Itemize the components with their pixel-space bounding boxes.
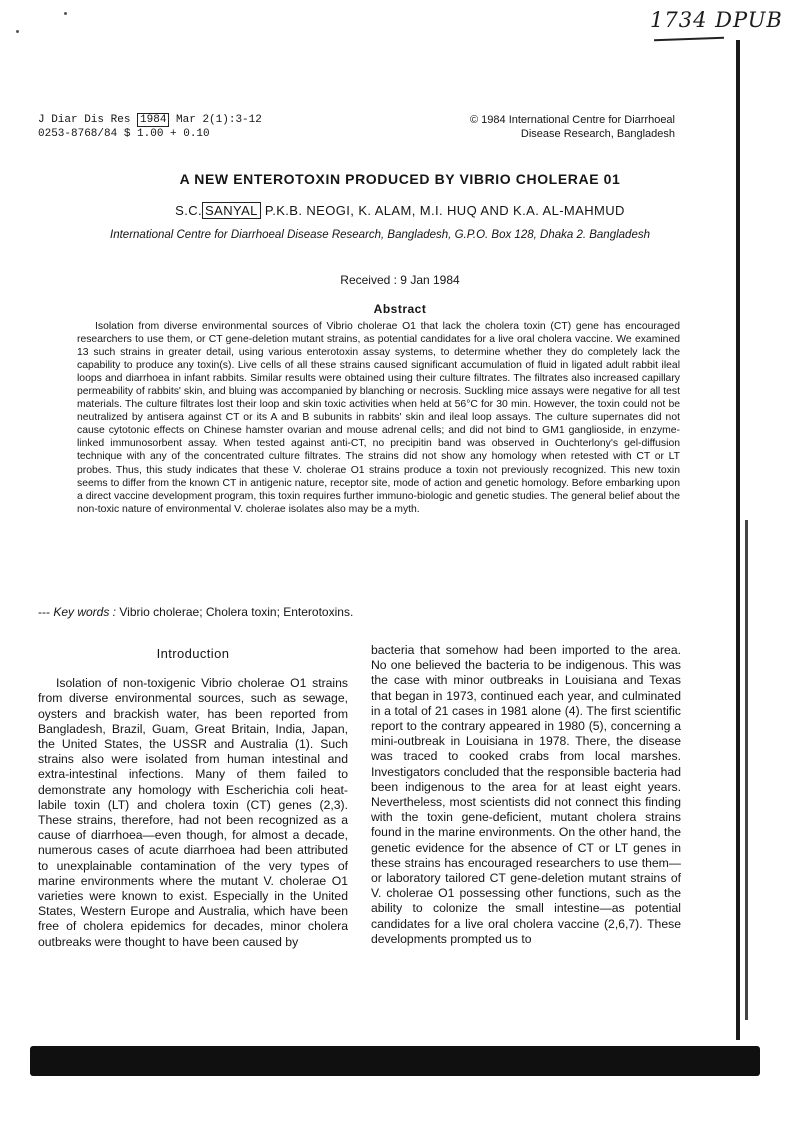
author-initials: S.C. — [175, 203, 203, 218]
scan-edge-bar — [736, 40, 740, 1040]
citation-journal: J Diar Dis Res — [38, 114, 131, 126]
scan-speck — [16, 30, 19, 33]
received-date: Received : 9 Jan 1984 — [340, 273, 460, 287]
body-column-left — [38, 643, 348, 950]
section-heading-introduction: Introduction — [156, 646, 230, 661]
scan-edge-bar — [745, 520, 748, 1020]
scan-speck — [64, 12, 67, 15]
author-list — [0, 203, 800, 218]
body-column-right — [371, 643, 681, 947]
author-surname-boxed: SANYAL — [202, 202, 261, 219]
keywords-label: Key words : — [53, 605, 117, 619]
copyright-notice — [423, 113, 675, 141]
citation-volume: Mar 2(1):3-12 — [176, 114, 262, 126]
coauthors: P.K.B. NEOGI, K. ALAM, M.I. HUQ AND K.A. AL-MAHMUD — [264, 203, 625, 218]
introduction-paragraph: Isolation of non-toxigenic Vibrio cholerae O1 strains from diverse environmental sources, such as sewage, oysters and brackish water, has been reported from Bangladesh, Brazil, Guam, Great Britain, India, Japan, the United States, the USSR and Australia (1). Such strains also were isolated from human intestinal and extra-intestinal infections. Many of them failed to demonstrate any homology with Escherichia coli heat-labile toxin (LT) and cholera toxin (CT) genes (2,3). These strains, therefore, had not been recognized as a cause of diarrhoea—even though, for almost a decade, numerous cases of acute diarrhoea had been attributed to unexplainable contamination of the very types of marine environments where the mutant V. cholerae O1 varieties were known to exist. Especially in the United States, Western Europe and Australia, which have been free of cholera epidemics for decades, minor cholera outbreaks were thought to have been caused by — [38, 676, 348, 949]
copyright-line2: Disease Research, Bangladesh — [520, 128, 675, 140]
abstract-heading: Abstract — [373, 302, 427, 316]
citation-price-code: 0253-8768/84 $ 1.00 + 0.10 — [38, 128, 210, 140]
keywords-values: Vibrio cholerae; Cholera toxin; Enterotoxins. — [119, 605, 354, 619]
citation-year-boxed: 1984 — [137, 113, 169, 127]
paper-title: A NEW ENTEROTOXIN PRODUCED BY VIBRIO CHOLERAE 01 — [179, 171, 621, 187]
scan-bottom-bar — [30, 1046, 760, 1076]
abstract-text: Isolation from diverse environmental sources of Vibrio cholerae O1 that lack the cholera toxin (CT) gene has encouraged researchers to use them, or CT gene-deletion mutant strains, as potential candidates for a live oral cholera vaccine. We examined 13 such strains in greater detail, using various enterotoxin assay systems, to determine whether they do completely lack the capability to produce any toxin(s). Live cells of all these strains caused significant accumulation of fluid in ligated adult rabbit ileal loops and diarrhoea in infant rabbits. Similar results were obtained using their culture filtrates. The filtrates also increased capillary permeability of rabbits' skin, and bluing was accompanied by blanching or necrosis. Suckling mice assays were negative for all test materials. The culture filtrates lost their loop and skin toxic activities when held at 56°C for 30 min. However, the toxin could not be neutralized by antisera against CT or its A and B subunits in rabbits' skin and ileal loop assays. The culture supernates did not cause cytotonic effects on Chinese hamster ovarian and mouse adrenal cells; and did not bind to GM1 ganglioside, in enzyme-linked immunosorbent assay. When tested against anti-CT, no precipitin band was observed in Ouchterlony's gel-diffusion technique with any of the concentrated culture filtrates. The strains did not show any homology when retested with CT or LT probes. Thus, this study indicates that these V. cholerae O1 strains produce a toxin not previously recognized. This new toxin seems to differ from the known CT in antigenic nature, receptor site, mode of action and genetic homology. Before embarking upon a direct vaccine development program, this toxin requires further immuno-biologic and genetic studies. The general belief about the non-toxic nature of environmental V. cholerae isolates also may be a myth. — [77, 321, 680, 515]
copyright-line1: © 1984 International Centre for Diarrhoeal — [470, 114, 675, 126]
introduction-paragraph-continued: bacteria that somehow had been imported to the area. No one believed the bacteria to be indigenous. This was the case with minor outbreaks in Louisiana and Texas that began in 1973, continued each year, and culminated in a total of 21 cases in 1981 alone (4). The first scientific report to the contrary appeared in 1980 (5), concerning a mini-outbreak in Louisiana in 1978. There, the disease was traced to cooked crabs from local marshes. Investigators concluded that the responsible bacteria had been indigenous to the area for at least eight years. Nevertheless, most scientists did not connect this finding with the toxin gene-deficient, mutant cholera strains found in the marine environments. On the other hand, the genetic evidence for the absence of CT or LT genes in these strains has encouraged researchers to use them—or laboratory tailored CT gene-deletion mutant strains of V. cholerae O1 possessing other functions, such as the ability to colonize the small intestine—as potential candidates for a live oral cholera vaccine (2,6,7). These developments prompted us to — [371, 643, 681, 946]
journal-citation — [38, 113, 262, 141]
handwritten-archive-note — [650, 8, 800, 42]
keywords: --- Key words : Vibrio cholerae; Cholera toxin; Enterotoxins. — [38, 605, 354, 619]
handwritten-note-text: 1734 DPUB — [650, 8, 783, 32]
handwritten-underline — [654, 37, 724, 41]
affiliation: International Centre for Diarrhoeal Disease Research, Bangladesh, G.P.O. Box 128, Dhaka 2. Bangladesh — [110, 229, 650, 241]
